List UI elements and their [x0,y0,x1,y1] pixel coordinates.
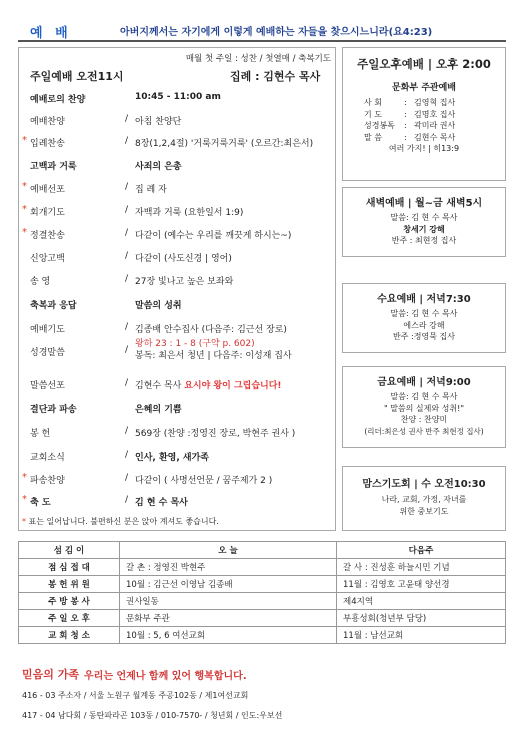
wed-preacher: 말씀: 김 현 수 목사 [390,309,458,318]
dawn-accompanist: 반주 : 최현정 집사 [391,236,457,245]
separator: / [125,205,129,215]
worship-row-label: 봉 헌 [30,429,51,439]
scripture-reference: 왕하 23 : 1 - 8 (구약 p. 602) [135,339,255,349]
worship-row-value-text: 27장 빛나고 높은 보좌와 [135,277,234,287]
roster-role: 주 방 봉 사 [19,593,120,610]
roster-today: 문화부 주관 [120,610,337,627]
worship-row [18,374,336,396]
worship-row [18,88,336,110]
pm-role-name: 성경봉독 [364,121,395,130]
pm-role-colon: : [404,109,407,119]
sermon-title: 요시야 왕이 그립습니다! [184,381,282,391]
worship-row-label: 송 영 [30,277,51,287]
family-title: 믿음의 가족 [22,668,79,681]
table-row [19,593,506,610]
worship-row-label: 교회소식 [30,453,65,463]
worship-row [18,247,336,269]
wed-accompanist: 반주 :정영묵 집사 [393,332,455,341]
worship-row [18,491,336,513]
worship-row-value-text: 김현수 목사 [135,381,182,391]
moms-prayer-line2: 위한 중보기도 [399,506,449,516]
standing-marker: * [22,494,27,505]
service-name: 주일예배 오전11시 [30,70,124,83]
pm-role-person: 김명호 집사 [414,109,456,119]
worship-row-value [135,136,313,149]
note-text: 표는 일어납니다. 불편하신 분은 앉아 계셔도 좋습니다. [28,517,219,526]
worship-row [18,469,336,491]
worship-row [18,422,336,444]
worship-row-value-text: 다같이 (사도신경 | 영어) [135,254,232,264]
worship-row-value-text: 다같이 (예수는 우리를 깨끗게 하시는~) [135,231,292,241]
worship-row [18,270,336,292]
table-row [19,610,506,627]
scripture-reader: 봉독: 최은서 청년 | 다음주: 이성재 집사 [135,351,292,361]
worship-row-value [135,426,295,439]
standing-marker: * [22,181,27,192]
roster-role: 주 일 오 후 [19,610,120,627]
header-next-week: 다음주 [337,542,506,559]
worship-row-label: 신앙고백 [30,254,65,264]
worship-row-label: 정결찬송 [30,231,65,241]
family-news-1: 416 - 03 주소자 / 서울 노원구 월계동 주공102동 / 제1여선교회 [22,691,249,700]
table-row [19,576,506,593]
fri-preacher: 말씀: 김 현 수 목사 [390,392,458,401]
fri-leaders: (리더:최은성 권사 반주 최현정 집사) [364,426,484,436]
worship-row-value-text: 10:45 - 11:00 am [135,92,221,102]
separator: / [125,136,129,146]
table-row [19,627,506,644]
separator: / [125,450,129,460]
family-news-2: 417 - 04 남다회 / 동탄파라곤 103동 / 010-7570- / 청년회 / 인도:우보선 [22,711,283,720]
worship-row [18,341,336,363]
separator: / [125,495,129,505]
family-slogan: 우리는 언제나 함께 있어 행복합니다. [84,671,247,682]
roster-today: 10월 : 김근선 이영남 김종배 [120,576,337,593]
standing-marker: * [22,227,27,238]
roster-next-week: 11월 : 김영호 고윤태 양선경 [337,576,506,593]
standing-marker: * [22,135,27,146]
roster-next-week: 갈 사 : 진성훈 하늘시민 기념 [337,559,506,576]
moms-prayer-title: 맘스기도회 | 수 오전10:30 [362,479,486,490]
worship-row-value [135,274,233,287]
table-header-row [19,542,506,559]
worship-row [18,318,336,340]
worship-row-label: 예배기도 [30,325,65,335]
roster-role: 봉 헌 위 원 [19,576,120,593]
worship-row-label: 결단과 파송 [30,405,77,415]
pm-service-subtitle: 문화부 주관예배 [392,83,456,93]
worship-row-value [135,182,167,195]
worship-row [18,178,336,200]
roster-role: 점 심 접 대 [19,559,120,576]
worship-row-label: 고백과 거룩 [30,162,77,172]
worship-row-label: 입례찬송 [30,139,65,149]
moms-prayer-line1: 나라, 교회, 가정, 자녀를 [381,495,467,504]
roster-today: 10월 : 5, 6 여선교회 [120,627,337,644]
pm-role-person: 곽미라 권사 [414,121,456,130]
pm-role-colon: : [404,132,407,142]
header-verse: 아버지께서는 자기에게 이렇게 예배하는 자들을 찾으시느니라(요4:23) [120,27,433,38]
pm-role-name: 말 씀 [364,132,382,142]
header-servers: 섬 김 이 [19,542,120,559]
pm-role-person: 김현수 목사 [414,132,456,142]
worship-row-value [135,378,282,391]
dawn-series: 창세기 강해 [403,224,445,234]
table-row [19,559,506,576]
worship-row-value [135,402,182,415]
wed-service-box [342,283,506,353]
worship-row-value [135,159,182,172]
fri-title: 금요예배 | 저녁9:00 [377,377,471,388]
worship-row [18,110,336,132]
worship-row-value [135,251,232,264]
worship-row-value [135,322,287,335]
separator: / [125,378,129,388]
worship-row [18,446,336,468]
fri-theme: " 말씀의 실제와 성취!" [383,403,465,413]
separator: / [125,228,129,238]
worship-row [18,398,336,420]
header-divider [18,40,506,42]
separator: / [125,274,129,284]
separator: / [125,182,129,192]
worship-row-value-text: 은혜의 기쁨 [135,405,182,415]
worship-row-value-text: 자백과 거룩 (요한일서 1:9) [135,208,244,218]
worship-row [18,294,336,316]
worship-row-value-text: 인사, 환영, 새가족 [135,453,209,463]
separator: / [125,322,129,332]
pm-role-person: 김영혁 집사 [414,98,456,107]
worship-row-value [135,495,188,508]
worship-row-label: 축복과 응답 [30,301,77,311]
worship-row-value [135,228,291,241]
worship-row-value-text: 다같이 ( 사명선언문 / 꿈주제가 2 ) [135,476,273,486]
worship-row-label: 예배선포 [30,185,65,195]
moms-prayer-box [342,466,506,531]
monthly-note: 매월 첫 주일 : 성찬 / 첫열매 / 축복기도 [185,54,331,64]
separator: / [125,251,129,261]
worship-row-value [135,92,221,102]
pm-role-colon: : [404,98,407,107]
roster-today: 권사일동 [120,593,337,610]
separator: / [125,114,129,124]
pm-service-roles [343,97,505,143]
dawn-service-box [342,187,506,257]
wed-series: 에스라 강해 [403,320,445,330]
worship-row-label: 축 도 [30,498,51,508]
pm-role-name: 기 도 [364,109,382,119]
worship-row-value-text: 8장(1,2,4절) '거룩거룩거룩' (오르간:최은서) [135,139,314,149]
pm-service-title: 주일오후예배 | 오후 2:00 [357,57,491,71]
pm-service-box [342,47,506,181]
fri-praise: 찬양 : 찬양미 [400,415,448,424]
roster-next-week: 11월 : 남선교회 [337,627,506,644]
roster-next-week: 부흥성회(청년부 담당) [337,610,506,627]
worship-row [18,132,336,154]
worship-row-label: 예배찬양 [30,117,65,127]
fri-service-box [342,366,506,448]
worship-row-label: 파송찬양 [30,476,65,486]
worship-row-value-text: 아침 찬양단 [135,117,182,127]
worship-row-value [135,450,209,463]
worship-row-value [135,338,292,362]
standing-marker: * [22,204,27,215]
dawn-preacher: 말씀: 김 현 수 목사 [390,213,458,222]
worship-row-value [135,473,272,486]
roster-role: 교 회 청 소 [19,627,120,644]
worship-row-value-text: 사죄의 은총 [135,162,182,172]
dawn-title: 새벽예배 | 월~금 새벽5시 [365,198,483,209]
roster-next-week: 제4지역 [337,593,506,610]
worship-row-value-text: 569장 (찬양 :정영진 장로, 박현주 권사 ) [135,429,296,439]
standing-note [22,516,219,527]
standing-marker: * [22,472,27,483]
separator: / [125,473,129,483]
pm-role-colon: : [404,121,407,130]
worship-row-label: 성경말씀 [30,348,65,358]
roster-today: 갈 촌 : 정영진 박현주 [120,559,337,576]
worship-row-value-text: 말씀의 성취 [135,301,182,311]
pm-role-name: 사 회 [364,98,382,107]
worship-row-label: 말씀선포 [30,381,65,391]
pm-service-extra: 여러 가지! | 히13:9 [388,144,460,153]
header-today: 오 늘 [120,542,337,559]
section-title: 예 배 [30,26,72,41]
worship-row-value-text: 집 례 자 [135,185,167,195]
worship-row-label: 예배로의 찬양 [30,95,86,105]
worship-row [18,155,336,177]
wed-title: 수요예배 | 저녁7:30 [377,294,471,305]
worship-row-value [135,114,181,127]
worship-row-label: 회개기도 [30,208,65,218]
worship-row-value [135,205,243,218]
separator: / [125,345,129,355]
separator: / [125,426,129,436]
worship-row [18,201,336,223]
worship-row-value [135,298,182,311]
service-roster-table [18,541,506,644]
worship-row-value-text: 김종배 안수집사 (다음주: 김근선 장로) [135,325,287,335]
worship-row-value-text: 김 현 수 목사 [135,498,188,508]
worship-row [18,224,336,246]
service-leader: 집례 : 김현수 목사 [230,70,321,83]
note-star: * [22,517,26,526]
